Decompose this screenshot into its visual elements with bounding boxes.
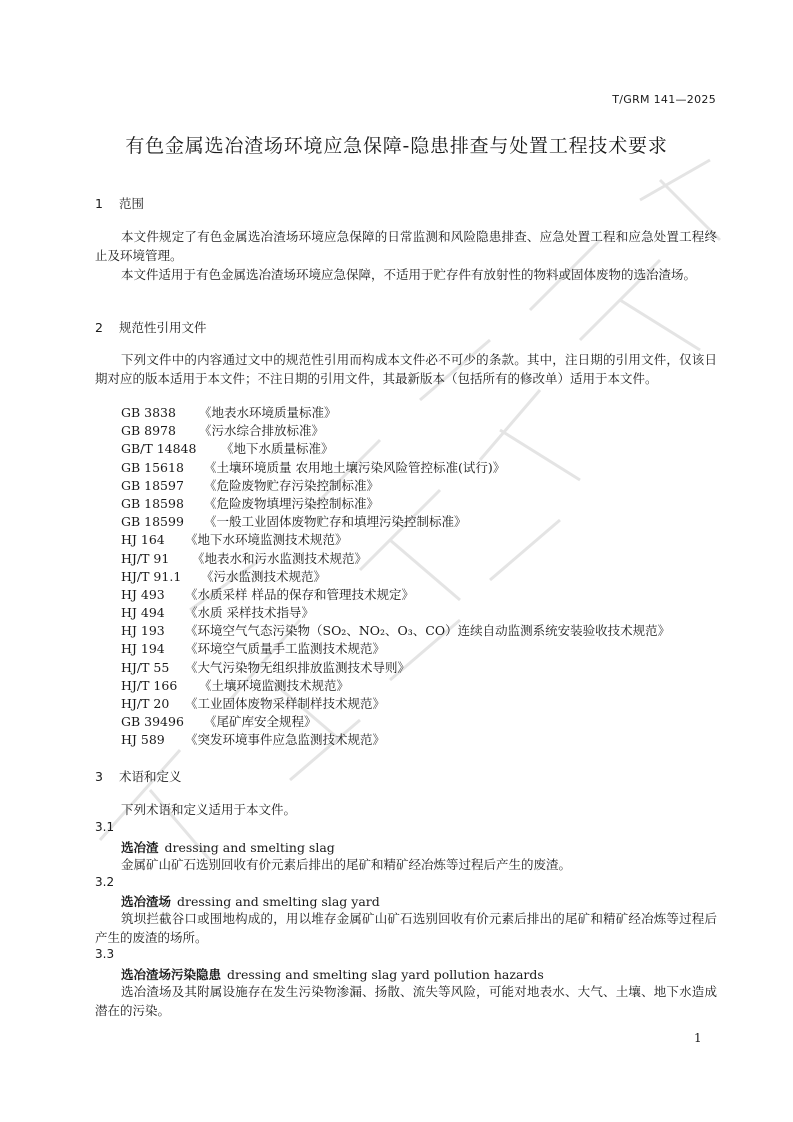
term-number: 3.1 <box>95 820 115 834</box>
reference-item <box>121 713 721 731</box>
reference-code: GB 39496 <box>121 714 184 730</box>
reference-item <box>121 477 721 495</box>
reference-title: 《危险废物填埋污染控制标准》 <box>204 495 380 511</box>
reference-code: HJ/T 20 <box>121 696 170 711</box>
standard-number: T/GRM 141—2025 <box>612 93 716 106</box>
reference-title: 《危险废物贮存污染控制标准》 <box>204 477 380 493</box>
reference-item <box>121 513 721 531</box>
term-number: 3.3 <box>95 947 115 961</box>
term-chinese: 选冶渣场污染隐患 <box>121 967 222 982</box>
reference-item <box>121 695 721 713</box>
reference-title: 《地下水质量标准》 <box>221 441 334 457</box>
scope-paragraph: 本文件适用于有色金属选冶渣场环境应急保障，不适用于贮存件有放射性的物料或固体废物的选冶渣场。 <box>121 267 697 282</box>
reference-title: 《污水综合排放标准》 <box>199 423 325 439</box>
reference-code: HJ 164 <box>121 532 165 548</box>
reference-code: HJ 493 <box>121 586 165 602</box>
reference-code: GB 18598 <box>121 495 184 511</box>
reference-code: HJ 193 <box>121 623 165 639</box>
section-title: 术语和定义 <box>119 769 182 784</box>
reference-title: 《水质 采样技术指导》 <box>185 605 314 621</box>
reference-title: 《水质采样 样品的保存和管理技术规定》 <box>185 586 414 602</box>
reference-item <box>121 422 721 440</box>
section-heading-terms <box>95 767 182 785</box>
term-entry <box>121 838 335 856</box>
term-chinese: 选冶渣场 <box>121 894 172 909</box>
reference-code: HJ/T 166 <box>121 677 178 693</box>
reference-code: HJ 494 <box>121 605 165 621</box>
section-title: 范围 <box>119 196 145 211</box>
reference-title: 《突发环境事件应急监测技术规范》 <box>185 732 386 748</box>
reference-code: GB 8978 <box>121 423 176 439</box>
section-number: 3 <box>95 769 103 784</box>
term-chinese: 选冶渣 <box>121 840 159 855</box>
reference-item <box>121 677 721 695</box>
reference-item <box>121 586 721 604</box>
reference-item <box>121 604 721 622</box>
reference-item <box>121 731 721 749</box>
term-definition: 选冶渣场及其附属设施存在发生污染物渗漏、扬散、流失等风险，可能对地表水、大气、土壤、地下水造成潜在的污染。 <box>95 984 717 1018</box>
scope-paragraph: 本文件规定了有色金属选冶渣场环境应急保障的日常监测和风险隐患排查、应急处置工程和应急处置工程终止及环境管理。 <box>95 229 717 263</box>
reference-title: 《地下水环境监测技术规范》 <box>185 532 348 548</box>
reference-code: GB/T 14848 <box>121 441 197 457</box>
reference-title: 《环境空气气态污染物（SO₂、NO₂、O₃、CO）连续自动监测系统安装验收技术规范》 <box>185 623 671 639</box>
reference-code: HJ 194 <box>121 641 165 657</box>
terms-intro-paragraph: 下列术语和定义适用于本文件。 <box>121 802 297 817</box>
reference-code: HJ/T 91.1 <box>121 568 182 584</box>
reference-code: GB 3838 <box>121 405 176 420</box>
reference-item <box>121 495 721 513</box>
reference-title: 《尾矿库安全规程》 <box>204 714 317 730</box>
reference-item <box>121 550 721 568</box>
reference-title: 《一般工业固体废物贮存和填埋污染控制标准》 <box>204 514 467 530</box>
term-english: dressing and smelting slag <box>164 840 335 855</box>
reference-code: GB 18599 <box>121 514 184 530</box>
page-number: 1 <box>694 1031 702 1045</box>
reference-item <box>121 459 721 477</box>
reference-title: 《土壤环境质量 农用地土壤污染风险管控标准(试行)》 <box>204 459 506 475</box>
reference-code: HJ/T 55 <box>121 659 170 675</box>
reference-item <box>121 622 721 640</box>
section-heading-normative-refs <box>95 318 207 336</box>
term-english: dressing and smelting slag yard pollution hazards <box>227 967 544 982</box>
reference-title: 《工业固体废物采样制样技术规范》 <box>185 696 386 711</box>
reference-item <box>121 440 721 458</box>
reference-code: GB 18597 <box>121 477 184 493</box>
term-definition: 筑坝拦截谷口或围地构成的，用以堆存金属矿山矿石选别回收有价元素后排出的尾矿和精矿经冶炼等过程后产生的废渣的场所。 <box>95 911 717 945</box>
reference-code: HJ/T 91 <box>121 550 170 566</box>
reference-item <box>121 404 721 422</box>
reference-item <box>121 568 721 586</box>
section-heading-scope <box>95 194 144 212</box>
term-entry <box>121 965 544 983</box>
reference-list <box>121 404 721 750</box>
term-definition: 金属矿山矿石选别回收有价元素后排出的尾矿和精矿经冶炼等过程后产生的废渣。 <box>121 857 572 872</box>
reference-title: 《污水监测技术规范》 <box>201 568 327 584</box>
reference-title: 《大气污染物无组织排放监测技术导则》 <box>185 659 411 675</box>
term-entry <box>121 892 380 910</box>
section-number: 1 <box>95 196 103 211</box>
reference-item <box>121 659 721 677</box>
section-number: 2 <box>95 320 103 335</box>
term-english: dressing and smelting slag yard <box>177 894 380 909</box>
reference-item <box>121 531 721 549</box>
section-title: 规范性引用文件 <box>119 320 207 335</box>
refs-intro-paragraph: 下列文件中的内容通过文中的规范性引用而构成本文件必不可少的条款。其中，注日期的引用文件，仅该日期对应的版本适用于本文件；不注日期的引用文件，其最新版本（包括所有的修改单）适用于本文件。 <box>95 352 717 386</box>
reference-title: 《环境空气质量手工监测技术规范》 <box>185 641 386 657</box>
reference-item <box>121 640 721 658</box>
reference-title: 《地表水和污水监测技术规范》 <box>192 550 368 566</box>
reference-code: HJ 589 <box>121 732 165 748</box>
reference-code: GB 15618 <box>121 459 184 475</box>
document-title: 有色金属选冶渣场环境应急保障-隐患排查与处置工程技术要求 <box>125 135 668 157</box>
term-number: 3.2 <box>95 875 115 889</box>
reference-title: 《土壤环境监测技术规范》 <box>199 677 350 693</box>
reference-title: 《地表水环境质量标准》 <box>199 405 337 420</box>
